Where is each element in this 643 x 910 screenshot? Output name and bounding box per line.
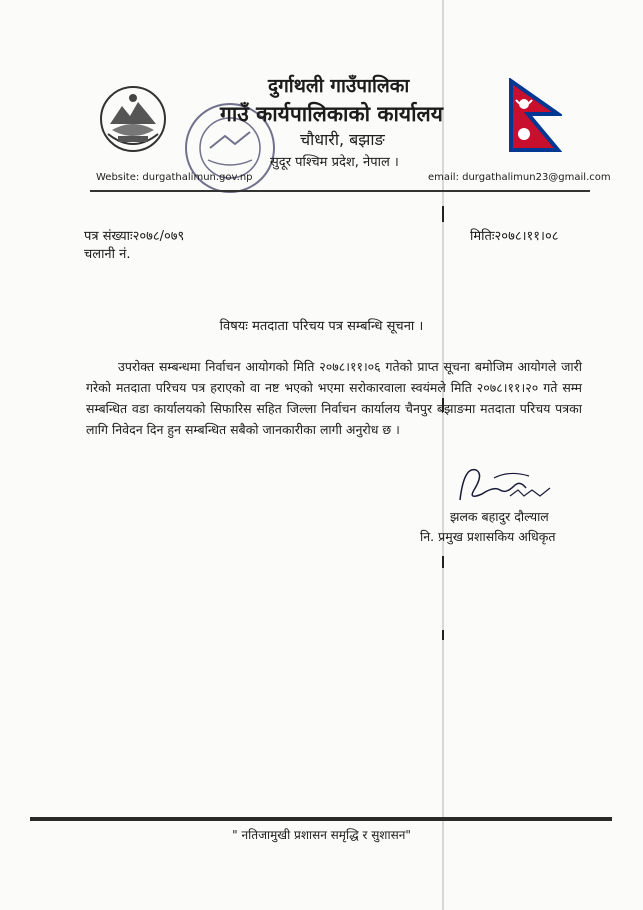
office-name: गाउँ कार्यपालिकाको कार्यालय [220, 102, 443, 126]
handwritten-signature [454, 460, 564, 506]
footer-slogan: " नतिजामुखी प्रशासन समृद्धि र सुशासन" [232, 828, 411, 842]
nepal-emblem-icon [98, 84, 168, 154]
paper-fold-line [442, 0, 444, 910]
punch-mark [442, 206, 444, 222]
dispatch-number: चलानी नं. [84, 247, 131, 262]
website-text: Website: durgathalimun.gov.np [96, 172, 253, 183]
footer-divider [30, 817, 612, 821]
letter-body: उपरोक्त सम्बन्धमा निर्वाचन आयोगको मिति २०७८।११।०६ गतेको प्राप्त सूचना बमोजिम आयोगले जारी गरेको मतदाता परिचय पत्र हराएको वा नष्ट भएको भएमा सरोकारवाला स्वयंमले मिति २०७८।११।२० गते सम्म सम्बन्धित वडा कार्यालयको सिफारिस सहित जिल्ला निर्वाचन कार्यालय चैनपुर बझाङमा मतदाता परिचय पत्रका लागि निवेदन दिन हुन सम्बन्धित सबैको जानकारीका लागी अनुरोध छ । [86, 359, 582, 437]
letter-subject: विषयः मतदाता परिचय पत्र सम्बन्धि सूचना । [219, 319, 424, 334]
header-divider [90, 190, 590, 192]
nepal-flag-icon [508, 78, 562, 154]
punch-mark [442, 630, 444, 640]
office-location: चौधारी, बझाङ [300, 130, 385, 149]
signatory-title: नि. प्रमुख प्रशासकिय अधिकृत [420, 529, 556, 544]
letter-number: पत्र संख्याः२०७८/०७९ [84, 229, 185, 244]
email-text: email: durgathalimun23@gmail.com [428, 172, 611, 183]
letter-date: मितिः२०७८।११।०८ [470, 229, 559, 244]
municipality-name: दुर्गाथली गाउँपालिका [268, 75, 410, 97]
signatory-name: झलक बहादुर दौल्याल [450, 509, 549, 524]
punch-mark [442, 556, 444, 568]
province-name: सुदूर पश्चिम प्रदेश, नेपाल । [270, 155, 399, 170]
